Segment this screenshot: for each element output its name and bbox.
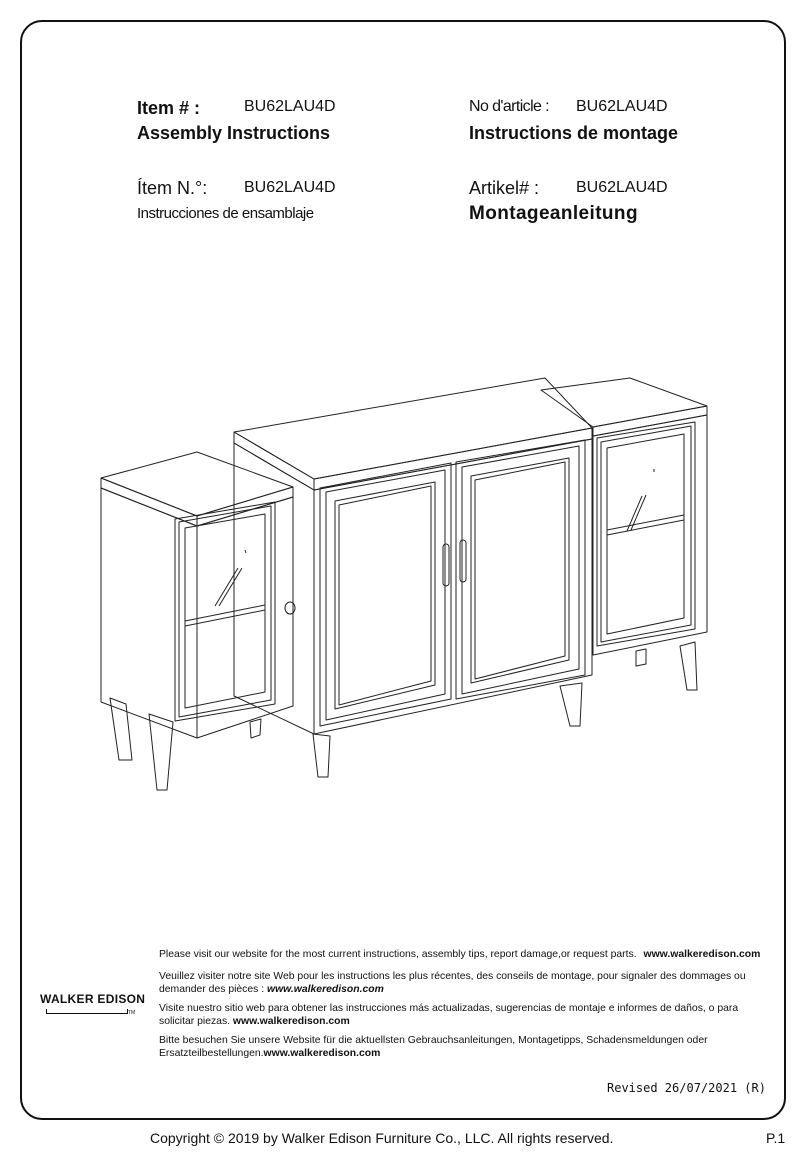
note-de	[159, 1034, 767, 1060]
logo-underline	[46, 1009, 128, 1014]
right-cabinet	[541, 378, 707, 690]
note-de-text: Bitte besuchen Sie unsere Website für die aktuellsten Gebrauchsanleitungen, Montagetipps, Schadensmeldungen oder Ersatzteilbestellungen.	[159, 1035, 708, 1059]
es-item-label: Ítem N.°:	[137, 178, 208, 198]
de-item-value: BU62LAU4D	[576, 179, 668, 196]
note-fr	[159, 970, 767, 996]
es-title: Instrucciones de ensamblaje	[137, 205, 314, 222]
center-cabinet	[234, 378, 592, 777]
en-title: Assembly Instructions	[137, 123, 331, 143]
note-fr-text: Veuillez visiter notre site Web pour les instructions les plus récentes, des conseils de montage, pour signaler des dommages ou demander des pièces :	[159, 971, 746, 995]
note-en	[159, 948, 767, 961]
logo-text: WALKER EDISON	[40, 992, 146, 1006]
note-en-text: Please visit our website for the most current instructions, assembly tips, report damage,or request parts.	[159, 949, 637, 960]
note-es-url[interactable]: www.walkeredison.com	[232, 1016, 350, 1027]
note-de-url[interactable]: www.walkeredison.com	[263, 1048, 381, 1059]
de-item-label: Artikel# :	[469, 178, 540, 198]
copyright-text: Copyright © 2019 by Walker Edison Furniture Co., LLC. All rights reserved.	[150, 1130, 614, 1146]
left-cabinet	[101, 452, 295, 790]
note-es-text: Visite nuestro sitio web para obtener las instrucciones más actualizadas, sugerencias de montaje e informes de daños, o para solicitar piezas.	[159, 1003, 739, 1027]
de-title: Montageanleitung	[469, 203, 638, 224]
fr-title: Instructions de montage	[469, 123, 679, 143]
page-number: P.1	[766, 1130, 786, 1146]
cabinet-illustration	[95, 370, 715, 800]
note-fr-url[interactable]: www.walkeredison.com	[267, 984, 384, 995]
fr-item-value: BU62LAU4D	[576, 98, 668, 115]
website-notes	[159, 948, 767, 1066]
note-en-url[interactable]: www.walkeredison.com	[643, 949, 761, 960]
logo-trademark: TM	[128, 1010, 136, 1016]
walker-edison-logo	[38, 990, 146, 1018]
en-item-value: BU62LAU4D	[244, 98, 336, 115]
en-item-label: Item # :	[137, 98, 201, 118]
revision-date: Revised 26/07/2021 (R)	[607, 1081, 766, 1095]
note-es	[159, 1002, 767, 1028]
es-item-value: BU62LAU4D	[244, 179, 336, 196]
fr-item-label: No d'article :	[469, 98, 550, 115]
